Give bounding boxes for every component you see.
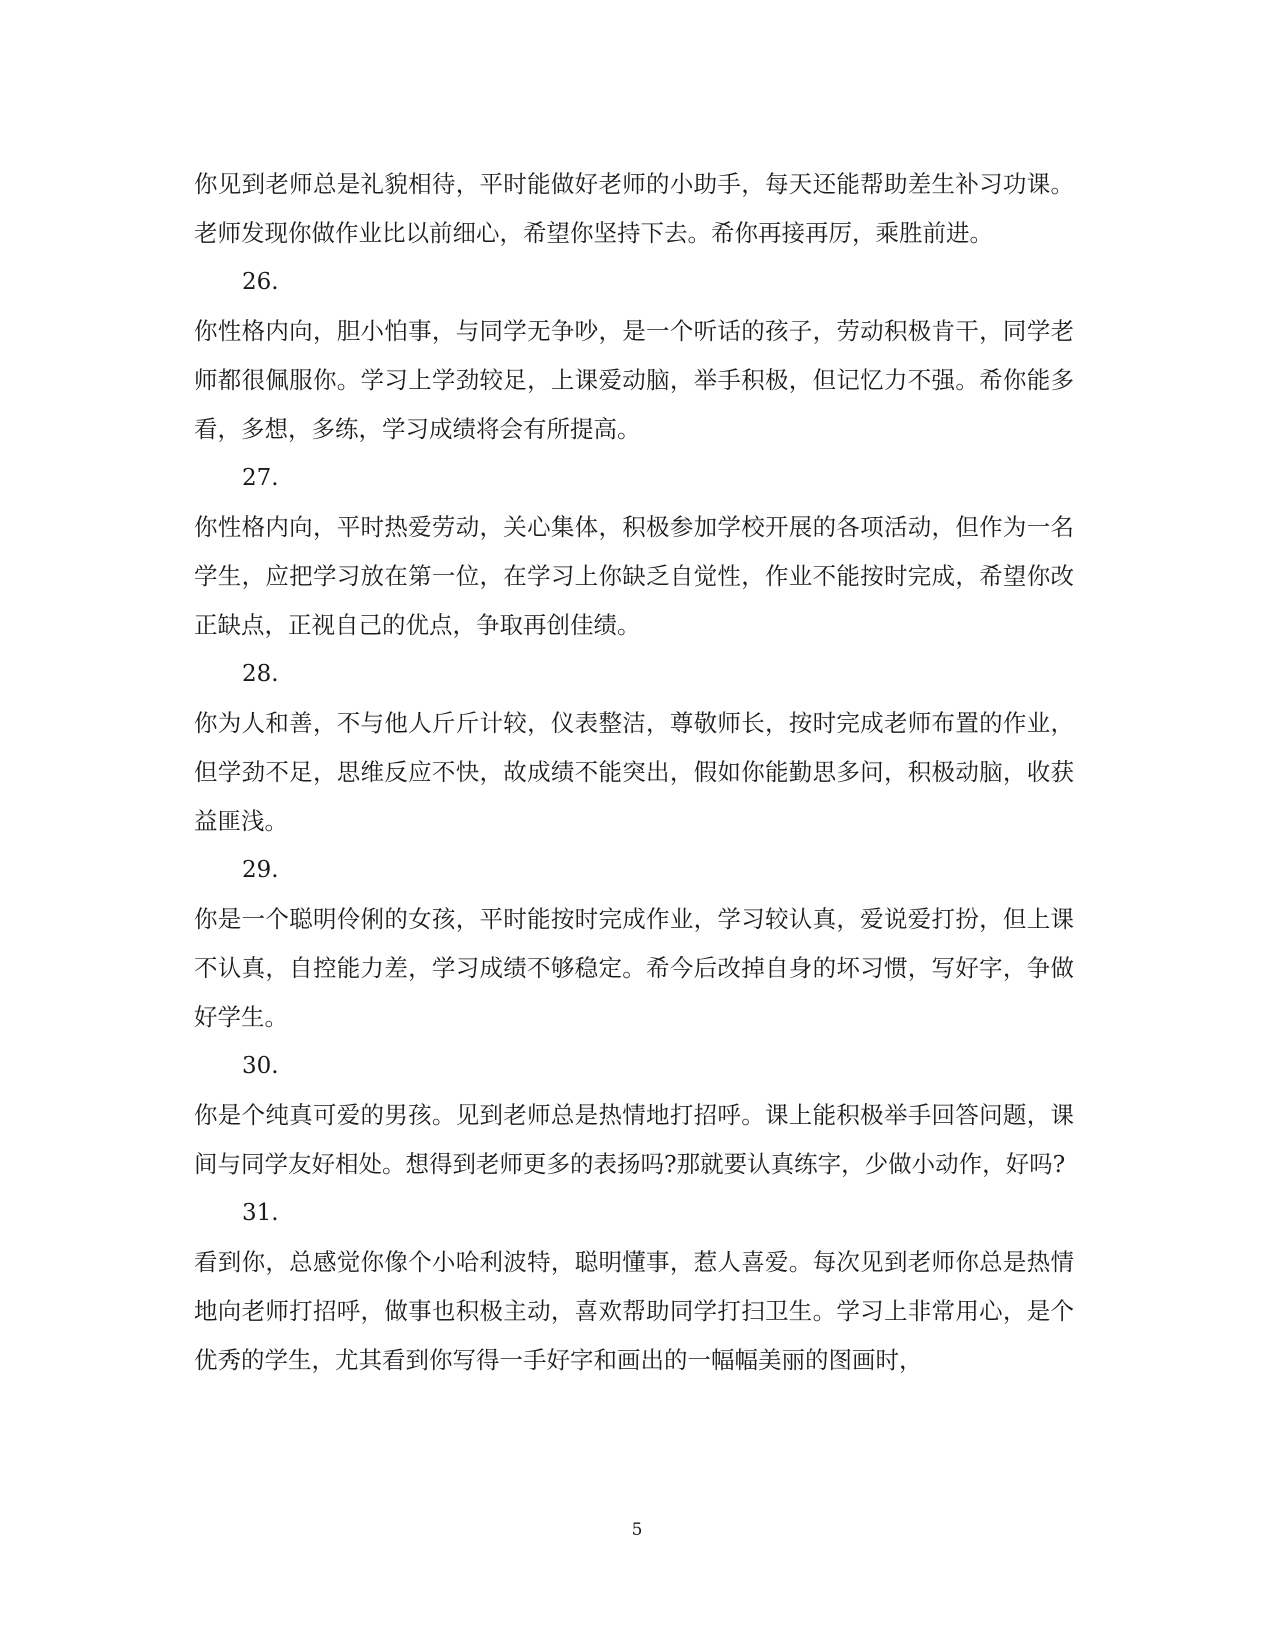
comment-paragraph: 你见到老师总是礼貌相待，平时能做好老师的小助手，每天还能帮助差生补习功课。老师发现你做作业比以前细心，希望你坚持下去。希你再接再厉，乘胜前进。 <box>194 170 1074 247</box>
comment-paragraph: 你性格内向，胆小怕事，与同学无争吵，是一个听话的孩子，劳动积极肯干，同学老师都很佩服你。学习上学劲较足，上课爱动脑，举手积极，但记忆力不强。希你能多看，多想，多练，学习成绩将会有所提高。 <box>194 317 1074 443</box>
item-number: 28. <box>242 661 279 687</box>
comment-paragraph: 你为人和善，不与他人斤斤计较，仪表整洁，尊敬师长，按时完成老师布置的作业，但学劲不足，思维反应不快，故成绩不能突出，假如你能勤思多问，积极动脑，收获益匪浅。 <box>194 709 1074 835</box>
comment-paragraph: 你性格内向，平时热爱劳动，关心集体，积极参加学校开展的各项活动，但作为一名学生，应把学习放在第一位，在学习上你缺乏自觉性，作业不能按时完成，希望你改正缺点，正视自己的优点，争取再创佳绩。 <box>194 513 1074 639</box>
document-body <box>194 160 1074 1385</box>
page-number: 5 <box>631 1520 643 1540</box>
item-number: 27. <box>242 465 279 491</box>
item-number: 30. <box>242 1053 279 1079</box>
comment-paragraph: 你是个纯真可爱的男孩。见到老师总是热情地打招呼。课上能积极举手回答问题，课间与同学友好相处。想得到老师更多的表扬吗?那就要认真练字，少做小动作，好吗? <box>194 1101 1074 1178</box>
comment-paragraph: 看到你，总感觉你像个小哈利波特，聪明懂事，惹人喜爱。每次见到老师你总是热情地向老师打招呼，做事也积极主动，喜欢帮助同学打扫卫生。学习上非常用心，是个优秀的学生，尤其看到你写得一手好字和画出的一幅幅美丽的图画时， <box>194 1248 1074 1374</box>
comment-paragraph: 你是一个聪明伶俐的女孩，平时能按时完成作业，学习较认真，爱说爱打扮，但上课不认真，自控能力差，学习成绩不够稳定。希今后改掉自身的坏习惯，写好字，争做好学生。 <box>194 905 1074 1031</box>
item-number: 29. <box>242 857 279 883</box>
item-number: 26. <box>242 269 279 295</box>
item-number: 31. <box>242 1200 279 1226</box>
